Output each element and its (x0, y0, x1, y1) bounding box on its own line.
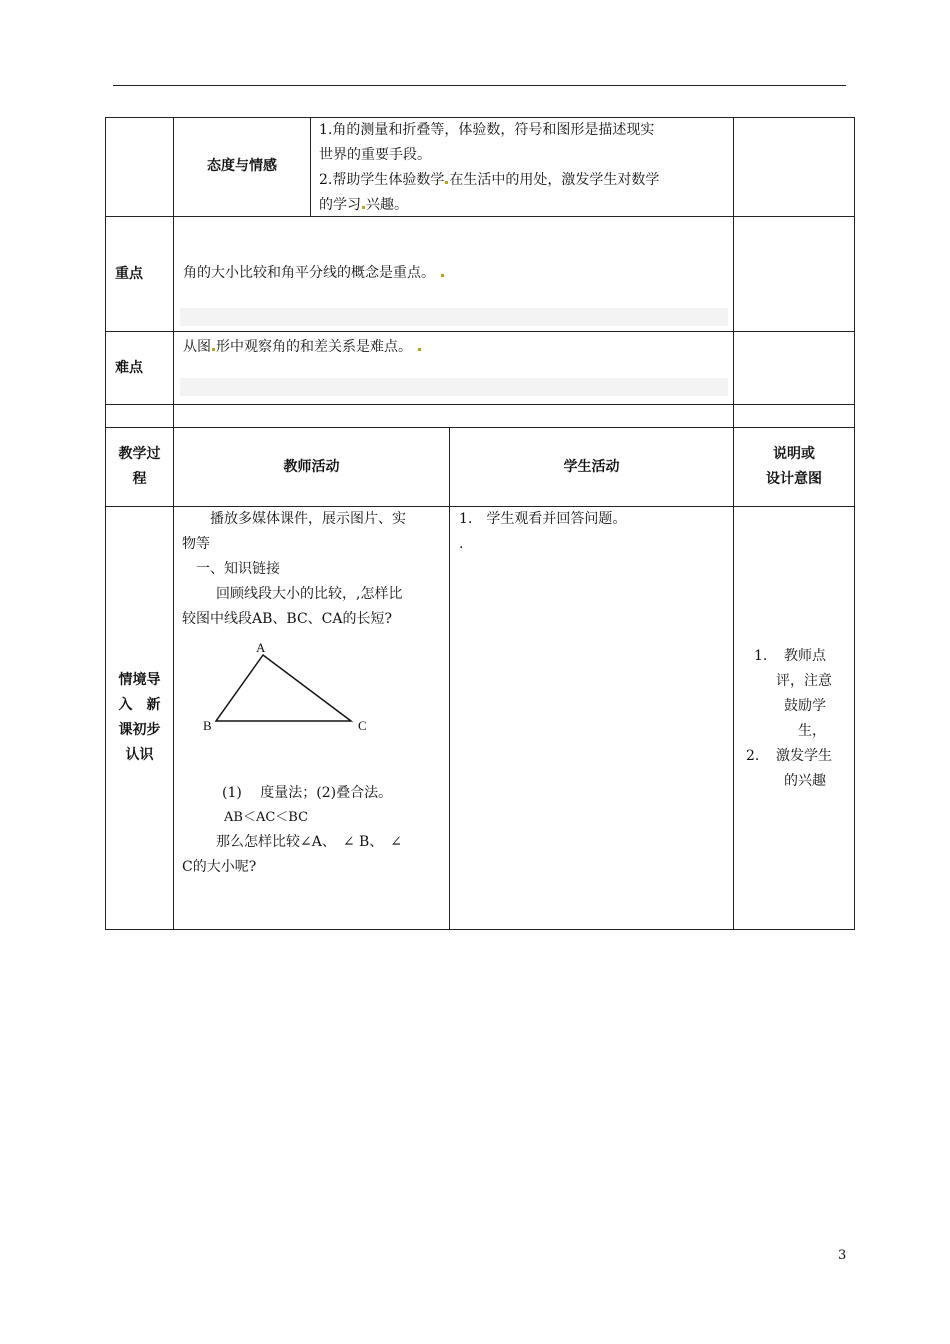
key-point-label: 重点 (115, 266, 143, 282)
row4-col2 (733, 404, 855, 428)
section-label-line4: 认识 (125, 747, 154, 763)
teacher-question-line2: C的大小呢? (182, 859, 257, 875)
page-number: 3 (838, 1248, 847, 1263)
mark-dot (418, 348, 421, 351)
row2-shade (180, 308, 728, 326)
header-process-line1: 教学过 (118, 446, 161, 462)
attitude-line4a: 的学习 (319, 197, 361, 213)
section-label-line2: 入 新 (118, 697, 161, 713)
teacher-line-2: 物等 (182, 536, 210, 552)
difficulty-text (183, 336, 422, 359)
vertex-c-label: C (358, 718, 367, 733)
note-2-number: 2. (746, 748, 760, 764)
difficulty-label: 难点 (115, 360, 143, 376)
teacher-line-1: 播放多媒体课件，展示图片、实 (210, 511, 406, 527)
note-2-line-a: 激发学生 (776, 748, 832, 764)
teacher-line-3: 一、知识链接 (196, 561, 280, 577)
header-teacher: 教师活动 (283, 459, 340, 475)
student-line-2: . (459, 536, 464, 552)
triangle-shape (216, 655, 351, 721)
header-student: 学生活动 (563, 459, 620, 475)
teacher-methods: (1) 度量法；(2)叠合法。 (222, 785, 393, 801)
mark-dot (441, 274, 444, 277)
header-process-line2: 程 (132, 471, 147, 487)
section-note-cell (733, 506, 855, 930)
vertex-a-label: A (256, 640, 266, 655)
header-note-line1: 说明或 (773, 446, 815, 462)
note-1-line-c: 鼓励学 (784, 698, 826, 714)
section-student-cell (449, 506, 734, 930)
mark-dot (362, 206, 365, 209)
triangle-figure (195, 636, 375, 736)
header-process-cell (105, 427, 174, 507)
teacher-inequality: AB＜AC＜BC (224, 810, 309, 825)
note-2-line-b: 的兴趣 (784, 773, 826, 789)
attitude-label: 态度与情感 (207, 158, 277, 174)
difficulty-text-a: 从图 (183, 339, 211, 355)
header-note-line2: 设计意图 (766, 471, 822, 487)
teacher-line-4: 回顾线段大小的比较，,怎样比 (216, 586, 403, 602)
mark-dot (445, 181, 448, 184)
header-rule (113, 85, 846, 86)
row3-note-cell (733, 331, 855, 405)
note-1-line-d: 生， (798, 723, 826, 739)
note-1-number: 1. (754, 648, 768, 664)
key-point-text-body: 角的大小比较和角平分线的概念是重点。 (183, 265, 435, 281)
section-label-line3: 课初步 (118, 722, 161, 738)
note-1-line-b: 评，注意 (776, 673, 832, 689)
attitude-line4 (319, 194, 408, 217)
note-1-line-a: 教师点 (784, 648, 826, 664)
attitude-line3b: 在生活中的用处，激发学生对数学 (449, 172, 660, 188)
row4-col1 (173, 404, 734, 428)
section-label-cell (105, 506, 174, 930)
student-line-1: 1. 学生观看并回答问题。 (459, 511, 627, 527)
teacher-line-5: 较图中线段AB、BC、CA的长短? (182, 611, 392, 627)
key-point-text (183, 262, 445, 285)
teacher-question-line1: 那么怎样比较∠A、 ∠ B、 ∠ (216, 834, 403, 850)
row1-col0 (105, 117, 174, 217)
row1-note-cell (733, 117, 855, 217)
header-note-cell (733, 427, 855, 507)
difficulty-text-b: 形中观察角的和差关系是难点。 (216, 339, 412, 355)
row4-col0 (105, 404, 174, 428)
row2-note-cell (733, 216, 855, 332)
attitude-line3 (319, 169, 659, 192)
attitude-line2: 世界的重要手段。 (319, 147, 431, 163)
attitude-line4b: 兴趣。 (366, 197, 408, 213)
row3-shade (180, 378, 728, 396)
mark-dot (212, 348, 215, 351)
attitude-line1: 1.角的测量和折叠等，体验数，符号和图形是描述现实 (319, 122, 655, 138)
attitude-line3a: 2.帮助学生体验数学 (319, 172, 445, 188)
section-label-line1: 情境导 (118, 672, 161, 688)
vertex-b-label: B (203, 718, 212, 733)
